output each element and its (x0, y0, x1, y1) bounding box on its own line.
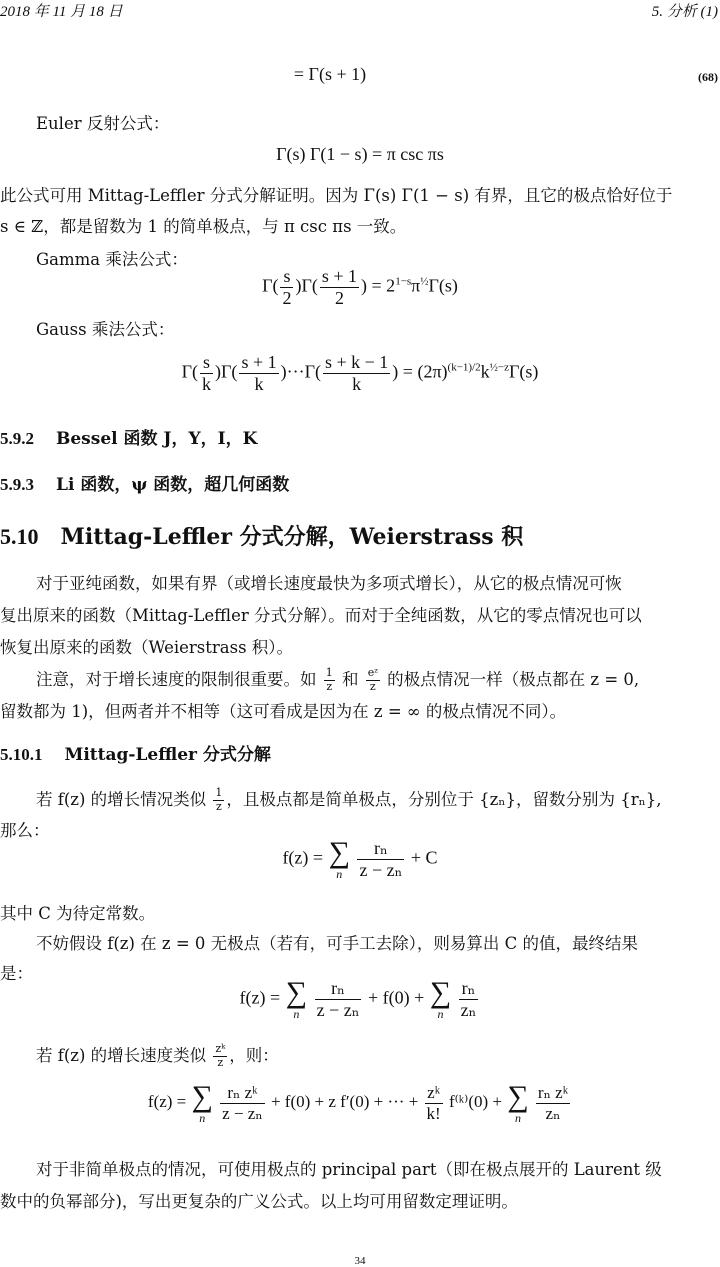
ml-p2: 其中 C 为待定常数。 (0, 904, 156, 923)
equation-number: (68) (698, 70, 718, 84)
summation-symbol: ∑ n (429, 976, 452, 1022)
section-heading-5-9-3: 5.9.3 Li 函数，ψ 函数，超几何函数 (0, 475, 290, 495)
section-heading-5-10-1: 5.10.1 Mittag-Leffler 分式分解 (0, 745, 271, 765)
summation-symbol: ∑ n (191, 1080, 213, 1125)
gauss-mult-label: Gauss 乘法公式： (36, 320, 175, 339)
fraction: $\frac{s}{2}$ (282, 266, 292, 308)
fraction: $\frac{s}{k}$ (202, 352, 212, 394)
summation-symbol: ∑ n (285, 976, 308, 1022)
fraction: $\frac{\text{rₙ zᵏ}}{\text{z − zₙ}}$ (222, 1082, 263, 1123)
fraction: $\frac{\text{zᵏ}}{z}$ (215, 1042, 226, 1069)
fraction: $\frac{s + 1}{2}$ (321, 266, 358, 308)
summation-symbol: ∑ n (328, 836, 350, 882)
euler-formula: Γ(s) Γ(1 − s) = π csc πs (276, 144, 444, 164)
section-heading-5-9-2: 5.9.2 Bessel 函数 J，Y，I，K (0, 429, 258, 449)
fraction: $\frac{1}{z}$ (215, 786, 223, 813)
equation-68-body: = Γ(s + 1) (293, 64, 367, 84)
intro-p2-line1: 注意，对于增长速度的限制很重要。如 $\frac{1}{z}$ 和 $\frac{\text{eᶻ}}{z}$ 的极点情况一样（极点都在 z = 0, (36, 666, 640, 693)
euler-proof-line2: s ∈ ℤ，都是留数为 1 的简单极点，与 π csc πs 一致。 (0, 217, 407, 236)
ml-p4: 若 f(z) 的增长速度类似 $\frac{\text{zᵏ}}{z}$ ，则： (36, 1042, 279, 1069)
fraction: $\frac{\text{rₙ}}{\text{z − zₙ}}$ (316, 978, 360, 1020)
page-number: 34 (354, 1255, 366, 1267)
fraction: $\frac{s + k - 1}{k}$ (324, 352, 389, 394)
running-header-date: 2018 年 11 月 18 日 (0, 4, 123, 20)
fraction: $\frac{\text{rₙ zᵏ}}{\text{zₙ}}$ (537, 1082, 569, 1123)
ml-formula-2: f(z) = ∑ n $\frac{\text{rₙ}}{\text{z − zₙ}}$ + f(0) + ∑ n $\frac{\text{rₙ}}{\text{zₙ}}$ (239, 976, 477, 1022)
ml-p5-line1: 对于非简单极点的情况，可使用极点的 principal part（即在极点展开的 Laurent 级 (36, 1160, 662, 1179)
section-heading-5-10: 5.10 Mittag-Leffler 分式分解，Weierstrass 积 (0, 524, 524, 550)
intro-p1-line3: 恢复出原来的函数（Weierstrass 积）。 (0, 638, 294, 657)
ml-p3-line2: 是： (0, 964, 33, 983)
ml-formula-1: f(z) = ∑ n $\frac{\text{rₙ}}{\text{z − zₙ}}$ + C (282, 836, 438, 882)
fraction: $\frac{1}{z}$ (325, 666, 333, 693)
fraction: $\frac{\text{eᶻ}}{z}$ (367, 666, 378, 693)
summation-symbol: ∑ n (507, 1080, 529, 1125)
equation-68 (0, 64, 720, 85)
ml-p3-line1: 不妨假设 f(z) 在 z = 0 无极点（若有，可手工去除），则易算出 C 的值，最终结果 (36, 934, 639, 953)
euler-label: Euler 反射公式： (36, 114, 170, 133)
ml-formula-3: f(z) = ∑ n $\frac{\text{rₙ zᵏ}}{\text{z − zₙ}}$ + f(0) + z f′(0) + ··· + $\frac{\text{zᵏ}}{k!}$ f⁽ᵏ⁾(0) + ∑ n $\frac{\text{rₙ zᵏ}}{\text{zₙ}}$ (147, 1080, 569, 1125)
fraction: $\frac{\text{rₙ}}{\text{z − zₙ}}$ (359, 838, 403, 880)
gamma-mult-label: Gamma 乘法公式： (36, 250, 188, 269)
fraction: $\frac{\text{zᵏ}}{k!}$ (426, 1082, 441, 1123)
fraction: $\frac{\text{rₙ}}{\text{zₙ}}$ (460, 978, 477, 1020)
intro-p2-line2: 留数都为 1)，但两者并不相等（这可看成是因为在 z = ∞ 的极点情况不同）。 (0, 702, 567, 721)
ml-p1-line1: 若 f(z) 的增长情况类似 $\frac{1}{z}$ ，且极点都是简单极点，分别位于 {zₙ}，留数分别为 {rₙ}, (36, 786, 662, 813)
euler-proof-line1: 此公式可用 Mittag-Leffler 分式分解证明。因为 Γ(s) Γ(1 − s) 有界，且它的极点恰好位于 (0, 186, 673, 205)
ml-p1-line2: 那么： (0, 821, 50, 840)
gamma-mult-formula: Γ( $\frac{s}{2}$ )Γ( $\frac{s + 1}{2}$ ) = $2^{1-s}\pi^{\frac{1}{2}}\Gamma(s)$ (262, 266, 458, 308)
fraction: $\frac{s + 1}{k}$ (241, 352, 277, 394)
intro-p1-line2: 复出原来的函数（Mittag-Leffler 分式分解）。而对于全纯函数，从它的零点情况也可以 (0, 606, 642, 625)
gauss-mult-formula: Γ( $\frac{s}{k}$ )Γ( $\frac{s + 1}{k}$ )···Γ( $\frac{s + k - 1}{k}$ ) = $(2\pi)^{(k-1)/2}k^{\frac{1}{2}-z}\Gamma(s)$ (181, 352, 539, 394)
intro-p1-line1: 对于亚纯函数，如果有界（或增长速度最快为多项式增长），从它的极点情况可恢 (36, 574, 622, 593)
running-header-chapter: 5. 分析 (1) (651, 4, 718, 20)
ml-p5-line2: 数中的负幂部分)，写出更复杂的广义公式。以上均可用留数定理证明。 (0, 1192, 518, 1211)
